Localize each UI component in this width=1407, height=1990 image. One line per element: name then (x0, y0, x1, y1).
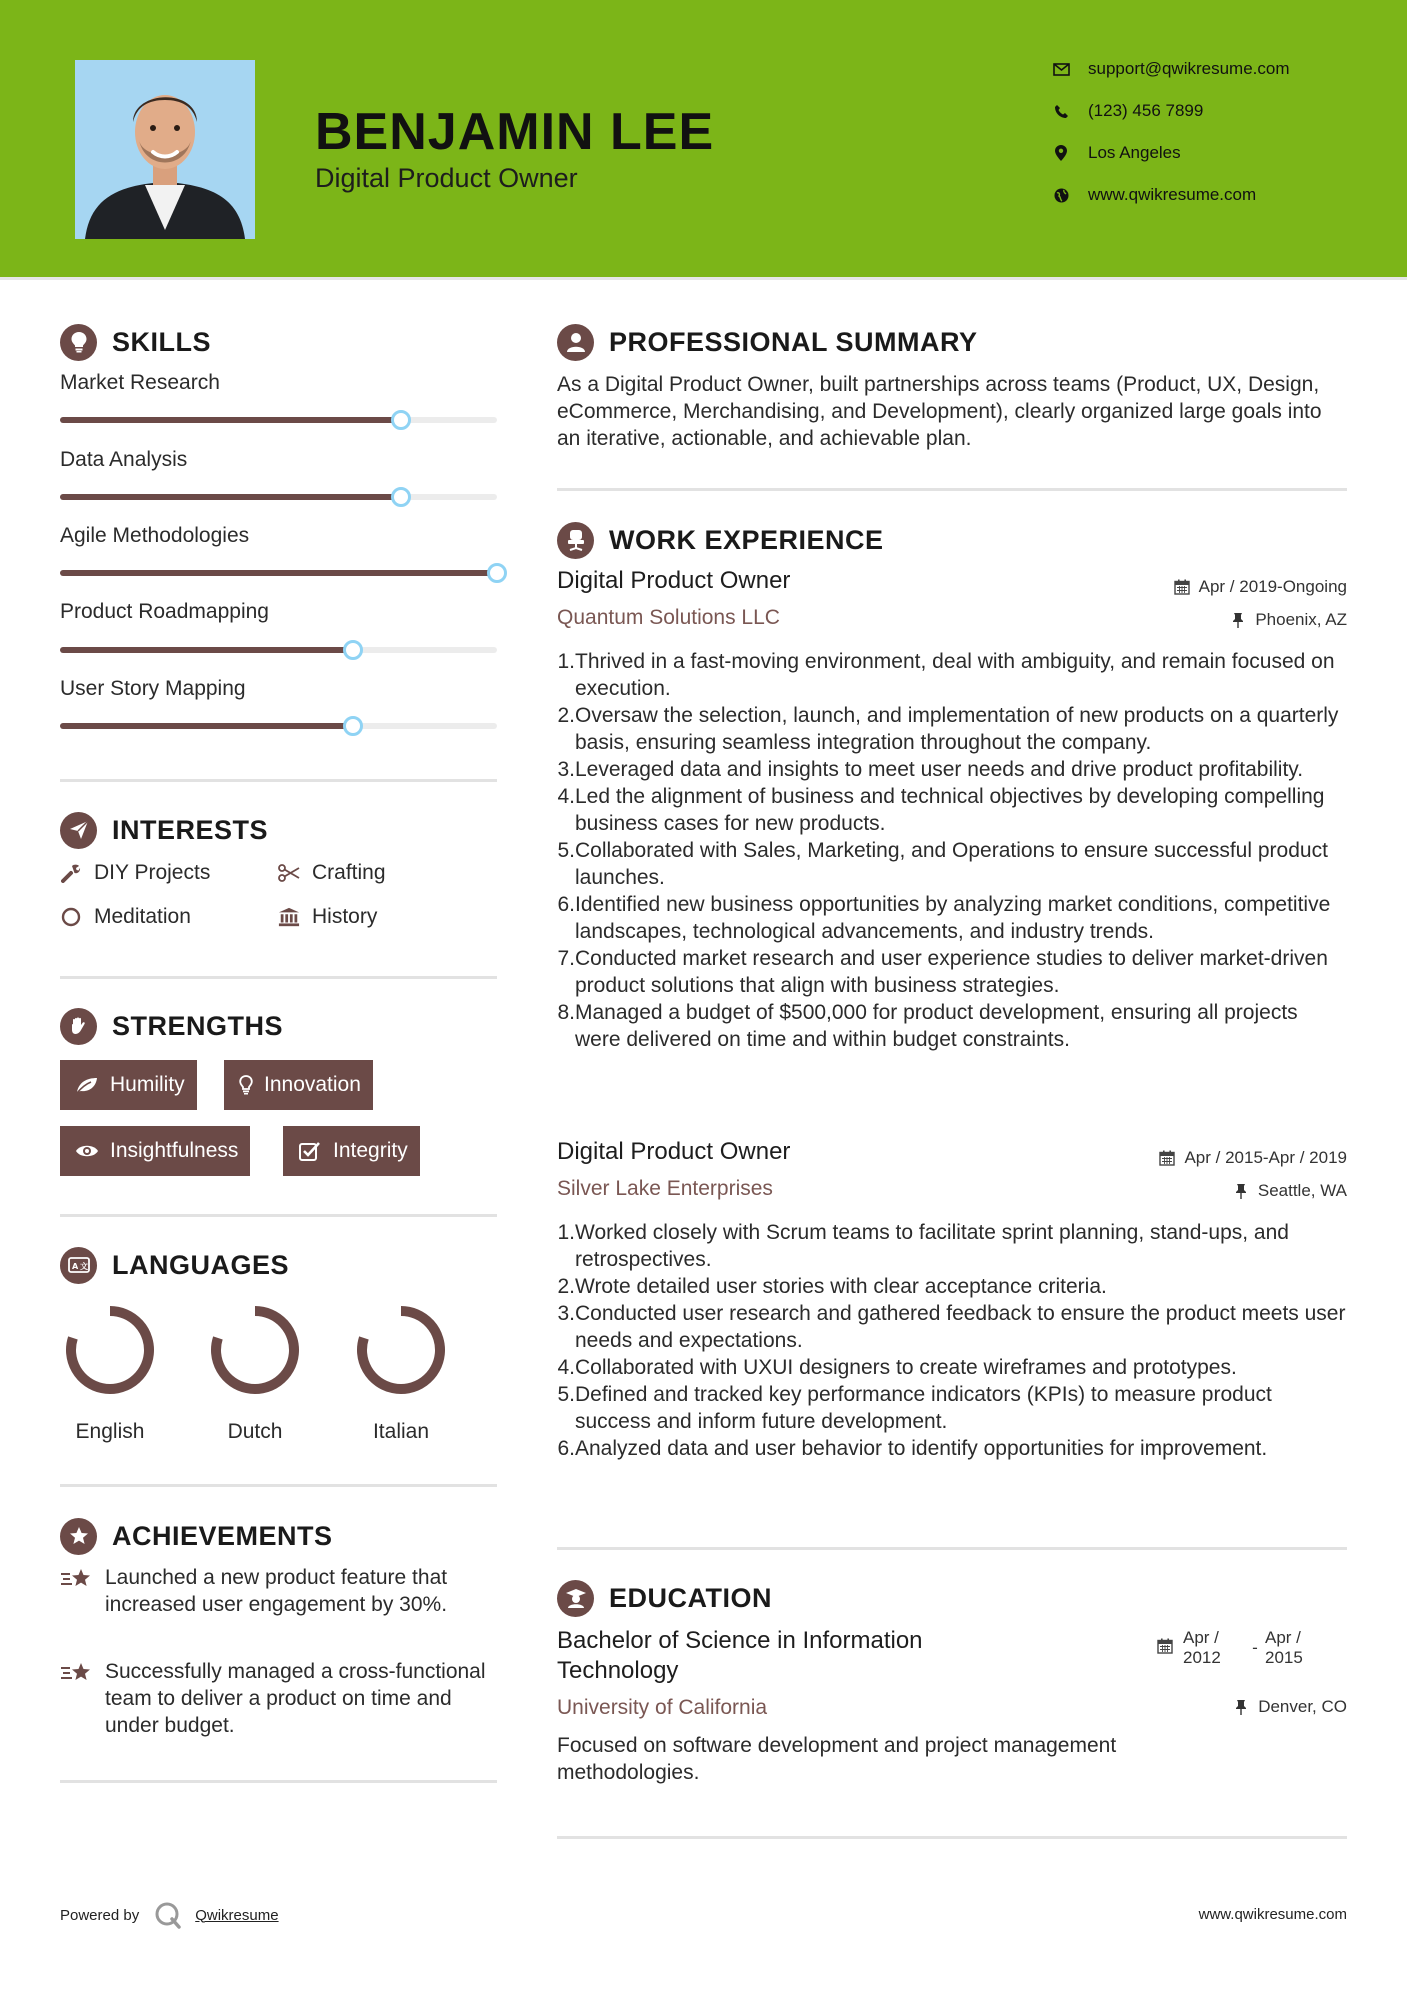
contact-location: Los Angeles (1050, 140, 1370, 166)
language-ring (205, 1300, 305, 1400)
skill-knob[interactable] (343, 640, 363, 660)
graduate-icon (557, 1580, 594, 1617)
achievement-item: Successfully managed a cross-functional team to deliver a product on time and under budget. (60, 1658, 497, 1739)
hand-icon (60, 1008, 97, 1045)
job-title: Digital Product Owner (557, 567, 791, 594)
interest-item: DIY Projects (60, 859, 210, 887)
skill-knob[interactable] (487, 563, 507, 583)
skill-fill (60, 723, 353, 729)
section-divider (557, 488, 1347, 491)
skill-label: User Story Mapping (60, 677, 246, 700)
skill-label: Data Analysis (60, 448, 188, 471)
skill-fill (60, 417, 401, 423)
achievements-heading: ACHIEVEMENTS (60, 1516, 333, 1556)
skill-knob[interactable] (391, 487, 411, 507)
interests-heading: INTERESTS (60, 810, 268, 850)
experience-heading: WORK EXPERIENCE (557, 520, 884, 560)
svg-text:A: A (71, 1262, 78, 1271)
list-item: 3. Conducted user research and gathered feedback to ensure the product meets user needs and expectations. (557, 1302, 1346, 1352)
candidate-role: Digital Product Owner (315, 163, 578, 193)
strength-tag-integrity: Integrity (283, 1126, 420, 1176)
skill-fill (60, 647, 353, 653)
circle-icon (60, 906, 82, 928)
list-item: 6. Identified new business opportunities by analyzing market conditions, competitive landscapes, technological advancements, and industry trends. (557, 893, 1331, 943)
section-divider (60, 976, 497, 979)
strength-tag-innovation: Innovation (224, 1060, 373, 1110)
lightbulb-icon (60, 324, 97, 361)
skill-bar-market-research (60, 417, 497, 423)
calendar-icon (1173, 578, 1191, 596)
list-item: 1. Thrived in a fast-moving environment, deal with ambiguity, and remain focused on execution. (557, 650, 1335, 700)
job-dates: Apr / 2015-Apr / 2019 (1158, 1148, 1347, 1168)
strength-tag-insightfulness: Insightfulness (60, 1126, 250, 1176)
education-location: Denver, CO (1232, 1697, 1347, 1717)
check-square-icon (297, 1140, 323, 1162)
job-location: Seattle, WA (1232, 1181, 1347, 1201)
qwikresume-logo-icon (153, 1900, 183, 1930)
summary-text: As a Digital Product Owner, built partnerships across teams (Product, UX, Design, eCommerce, Merchandising, and Development), clearly organized large goals into an iterative, actionable, and achievable plan. (557, 373, 1322, 450)
education-start: Apr / 2012 (1183, 1628, 1221, 1667)
education-heading: EDUCATION (557, 1578, 772, 1618)
chair-icon (557, 522, 594, 559)
contact-website[interactable]: www.qwikresume.com (1050, 182, 1370, 208)
museum-icon (278, 906, 300, 928)
lightbulb-icon (238, 1074, 254, 1096)
section-divider (60, 1780, 497, 1783)
list-item: 4. Led the alignment of business and technical objectives by developing compelling business cases for new products. (557, 785, 1325, 835)
right-column (557, 0, 1347, 1990)
language-icon (60, 1247, 97, 1284)
language-label: Dutch (227, 1420, 283, 1443)
pushpin-icon (1229, 611, 1247, 629)
interest-item: Meditation (60, 903, 191, 931)
eye-icon (74, 1140, 100, 1162)
language-label: English (75, 1420, 145, 1443)
language-ring (351, 1300, 451, 1400)
candidate-name: BENJAMIN LEE (315, 103, 715, 161)
pushpin-icon (1232, 1698, 1250, 1716)
job-responsibilities (557, 648, 1347, 1053)
interest-item: Crafting (278, 859, 386, 887)
section-divider (60, 1484, 497, 1487)
qwikresume-link[interactable]: Qwikresume (195, 1906, 279, 1924)
language-ring-arc (362, 1311, 440, 1389)
shooting-star-icon (60, 1660, 94, 1739)
language-ring (60, 1300, 160, 1400)
list-item: 6. Analyzed data and user behavior to identify opportunities for improvement. (557, 1437, 1268, 1460)
education-end: Apr / 2015 (1265, 1628, 1303, 1667)
skill-bar-user-story-mapping (60, 723, 497, 729)
education-degree: Bachelor of Science in Information Technology (557, 1627, 923, 1684)
footer-branding: Powered by Qwikresume (60, 1900, 279, 1930)
skill-knob[interactable] (391, 410, 411, 430)
contact-email[interactable]: support@qwikresume.com (1050, 56, 1370, 82)
skill-bar-product-roadmapping (60, 647, 497, 653)
skills-heading: SKILLS (60, 322, 211, 362)
list-item: 8. Managed a budget of $500,000 for product development, ensuring all projects were delivered on time and within budget constraints. (557, 1001, 1298, 1051)
job-responsibilities (557, 1219, 1347, 1462)
skill-fill (60, 570, 497, 576)
list-item: 2. Wrote detailed user stories with clear acceptance criteria. (557, 1275, 1107, 1298)
education-description: Focused on software development and project management methodologies. (557, 1734, 1117, 1784)
job-company: Silver Lake Enterprises (557, 1177, 773, 1200)
shooting-star-icon (60, 1566, 94, 1618)
skill-bar-agile-methodologies (60, 570, 497, 576)
star-badge-icon (60, 1518, 97, 1555)
scissors-icon (278, 862, 300, 884)
contact-phone[interactable]: (123) 456 7899 (1050, 98, 1370, 124)
language-ring-arc (71, 1311, 149, 1389)
section-divider (60, 1214, 497, 1217)
list-item: 5. Collaborated with Sales, Marketing, and Operations to ensure successful product launches. (557, 839, 1328, 889)
interest-item: History (278, 903, 377, 931)
list-item: 7. Conducted market research and user experience studies to deliver market-driven product solutions that align with business strategies. (557, 947, 1328, 997)
list-item: 5. Defined and tracked key performance indicators (KPIs) to measure product success and inform future development. (557, 1383, 1272, 1433)
summary-heading: PROFESSIONAL SUMMARY (557, 322, 978, 362)
strength-tag-humility: Humility (60, 1060, 197, 1110)
left-column (60, 0, 497, 1990)
language-ring-arc (216, 1311, 294, 1389)
user-icon (557, 324, 594, 361)
paper-plane-icon (60, 812, 97, 849)
achievement-item: Launched a new product feature that increased user engagement by 30%. (60, 1564, 497, 1618)
languages-heading: A 文 LANGUAGES (60, 1245, 289, 1285)
language-label: Italian (372, 1420, 430, 1443)
skill-bar-data-analysis (60, 494, 497, 500)
section-divider (60, 779, 497, 782)
leaf-icon (74, 1074, 100, 1096)
list-item: 2. Oversaw the selection, launch, and implementation of new products on a quarterly basis, ensuring seamless integration throughout the company. (557, 704, 1339, 754)
skill-label: Product Roadmapping (60, 600, 269, 623)
job-location: Phoenix, AZ (1229, 610, 1347, 630)
education-school: University of California (557, 1696, 768, 1719)
skill-label: Market Research (60, 371, 220, 394)
pushpin-icon (1232, 1182, 1250, 1200)
section-divider (557, 1836, 1347, 1839)
job-company: Quantum Solutions LLC (557, 606, 780, 629)
skill-label: Agile Methodologies (60, 524, 250, 547)
education-dates: Apr / 2012 - Apr / 2015 (1157, 1628, 1327, 1668)
calendar-icon (1158, 1149, 1176, 1167)
list-item: 1. Worked closely with Scrum teams to facilitate sprint planning, stand-ups, and retrospectives. (557, 1221, 1289, 1271)
job-title: Digital Product Owner (557, 1138, 791, 1165)
list-item: 4. Collaborated with UXUI designers to create wireframes and prototypes. (557, 1356, 1237, 1379)
section-divider (557, 1547, 1347, 1550)
skill-fill (60, 494, 401, 500)
calendar-icon (1157, 1638, 1175, 1656)
list-item: 3. Leveraged data and insights to meet user needs and drive product profitability. (557, 758, 1304, 781)
wrench-icon (60, 862, 82, 884)
svg-text:文: 文 (79, 1262, 88, 1271)
skill-knob[interactable] (343, 716, 363, 736)
strengths-heading: STRENGTHS (60, 1006, 283, 1046)
job-dates: Apr / 2019-Ongoing (1173, 577, 1347, 597)
footer-site-link[interactable]: www.qwikresume.com (1198, 1906, 1347, 1923)
